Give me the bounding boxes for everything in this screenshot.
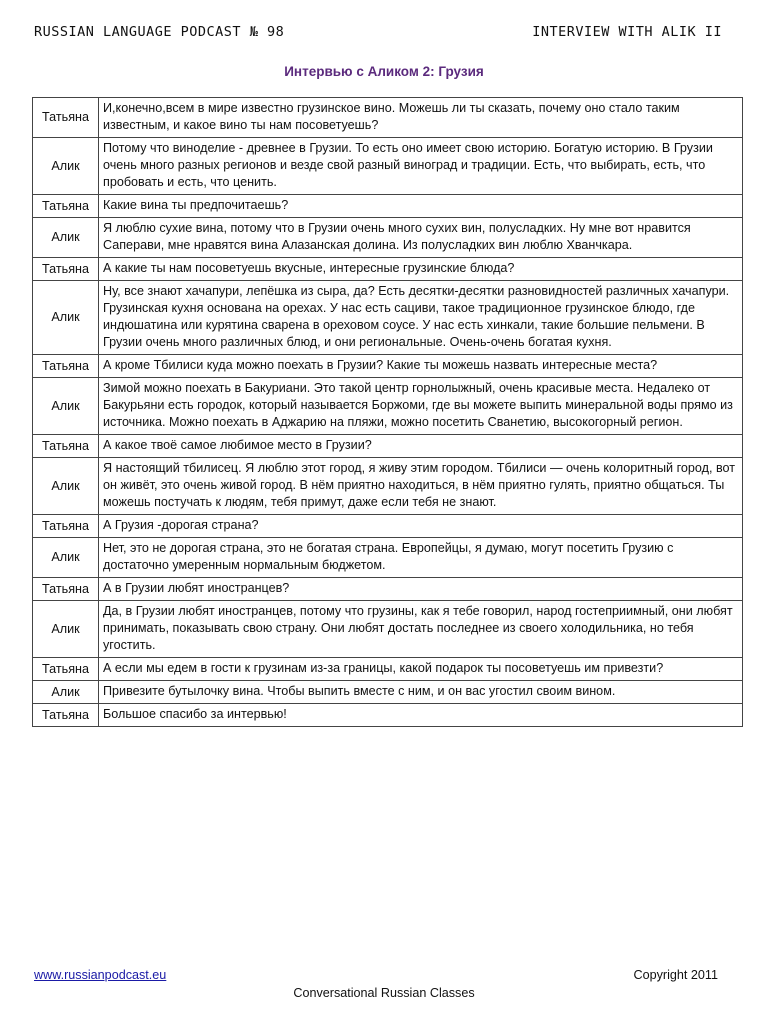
dialog-row	[33, 601, 743, 658]
dialog-line: Какие вина ты предпочитаешь?	[99, 195, 743, 218]
dialog-row	[33, 435, 743, 458]
dialog-line: Нет, это не дорогая страна, это не богатая страна. Европейцы, я думаю, могут посетить Грузию с достаточно умеренным нормальным бюджетом.	[99, 538, 743, 578]
speaker-name: Татьяна	[33, 658, 99, 681]
dialog-row	[33, 138, 743, 195]
speaker-name: Татьяна	[33, 195, 99, 218]
page-title: Интервью с Аликом 2: Грузия	[284, 64, 484, 79]
dialog-line: Я люблю сухие вина, потому что в Грузии очень много сухих вин, полусладких. Ну мне вот нравится Саперави, мне нравятся вина Алазанская долина. Из полусладких вин люблю Хванчкара.	[99, 218, 743, 258]
speaker-name: Татьяна	[33, 704, 99, 727]
dialog-row	[33, 704, 743, 727]
speaker-name: Алик	[33, 681, 99, 704]
dialog-row	[33, 458, 743, 515]
dialog-row	[33, 218, 743, 258]
speaker-name: Татьяна	[33, 578, 99, 601]
dialog-row	[33, 658, 743, 681]
dialog-line: А какие ты нам посоветуешь вкусные, интересные грузинские блюда?	[99, 258, 743, 281]
dialog-line: Я настоящий тбилисец. Я люблю этот город, я живу этим городом. Тбилиси — очень колоритный город, вот он живёт, это очень живой город. В нём приятно находиться, в нём приятно гулять, приятно общаться. Ты можешь постучать к людям, тебя примут, даже если тебя не знают.	[99, 458, 743, 515]
dialog-row	[33, 195, 743, 218]
speaker-name: Алик	[33, 138, 99, 195]
dialog-line: Большое спасибо за интервью!	[99, 704, 743, 727]
dialog-row	[33, 258, 743, 281]
dialog-line: И,конечно,всем в мире известно грузинское вино. Можешь ли ты сказать, почему оно стало таким известным, и какое вино ты нам посоветуешь?	[99, 98, 743, 138]
speaker-name: Алик	[33, 538, 99, 578]
dialog-row	[33, 378, 743, 435]
speaker-name: Алик	[33, 601, 99, 658]
dialog-line: Да, в Грузии любят иностранцев, потому что грузины, как я тебе говорил, народ гостеприимный, они любят принимать, показывать свою страну. Они любят достать последнее из своего холодильника, но тебя угостить.	[99, 601, 743, 658]
dialog-table	[32, 97, 743, 727]
dialog-line: А кроме Тбилиси куда можно поехать в Грузии? Какие ты можешь назвать интересные места?	[99, 355, 743, 378]
speaker-name: Татьяна	[33, 435, 99, 458]
dialog-row	[33, 578, 743, 601]
dialog-line: А какое твоё самое любимое место в Грузии?	[99, 435, 743, 458]
speaker-name: Татьяна	[33, 98, 99, 138]
dialog-row	[33, 281, 743, 355]
header-podcast-title: RUSSIAN LANGUAGE PODCAST № 98	[34, 24, 285, 40]
dialog-line: А Грузия -дорогая страна?	[99, 515, 743, 538]
speaker-name: Алик	[33, 458, 99, 515]
dialog-line: Потому что виноделие - древнее в Грузии. То есть оно имеет свою историю. Богатую историю. В Грузии очень много разных регионов и везде свой разный виноград и традиции. Есть, что выбирать, есть, что пробовать и есть, что ценить.	[99, 138, 743, 195]
dialog-row	[33, 98, 743, 138]
footer-subtitle: Conversational Russian Classes	[293, 986, 475, 1000]
copyright-text: Copyright 2011	[633, 968, 718, 982]
website-link[interactable]: www.russianpodcast.eu	[34, 968, 167, 982]
speaker-name: Татьяна	[33, 355, 99, 378]
dialog-row	[33, 355, 743, 378]
dialog-row	[33, 538, 743, 578]
speaker-name: Алик	[33, 281, 99, 355]
dialog-line: Ну, все знают хачапури, лепёшка из сыра, да? Есть десятки-десятки разновидностей различных хачапури. Грузинская кухня основана на орехах. У нас есть сациви, такое традиционное грузинское блюдо, где индюшатина или курятина сварена в ореховом соусе. У нас есть хинкали, такие большие пельмени. В Грузии очень много различных блюд, и они региональные. Очень-очень богатая кухня.	[99, 281, 743, 355]
dialog-line: Привезите бутылочку вина. Чтобы выпить вместе с ним, и он вас угостил своим вином.	[99, 681, 743, 704]
dialog-line: А в Грузии любят иностранцев?	[99, 578, 743, 601]
dialog-line: Зимой можно поехать в Бакуриани. Это такой центр горнолыжный, очень красивые места. Недалеко от Бакурьяни есть городок, который называется Боржоми, где вы можете выпить минеральной воды прямо из источника. Можно поехать в Аджарию на пляжи, можно посетить Сванетию, высокогорный регион.	[99, 378, 743, 435]
speaker-name: Алик	[33, 378, 99, 435]
dialog-row	[33, 681, 743, 704]
speaker-name: Татьяна	[33, 515, 99, 538]
dialog-line: А если мы едем в гости к грузинам из-за границы, какой подарок ты посоветуешь им привезти?	[99, 658, 743, 681]
speaker-name: Татьяна	[33, 258, 99, 281]
dialog-row	[33, 515, 743, 538]
header-episode-title: INTERVIEW WITH ALIK II	[532, 24, 722, 40]
speaker-name: Алик	[33, 218, 99, 258]
